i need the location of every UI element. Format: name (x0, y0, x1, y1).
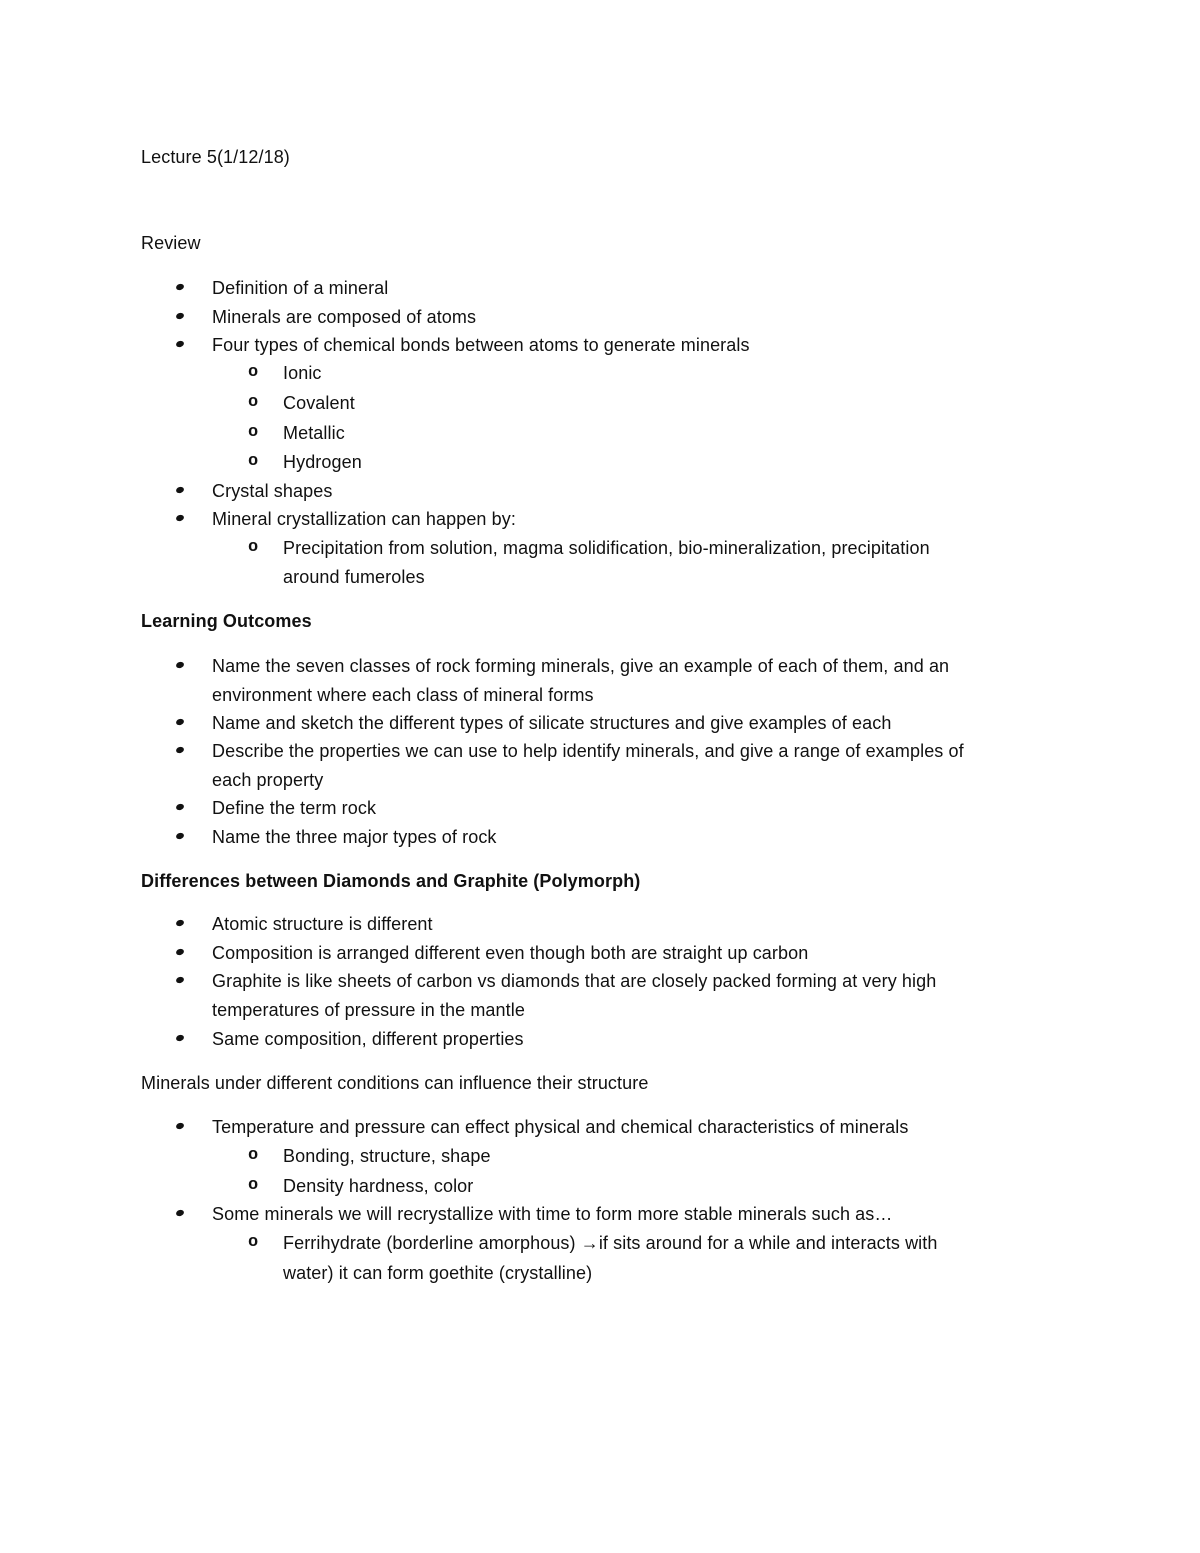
bullet-icon (175, 718, 184, 726)
difference-item: Graphite is like sheets of carbon vs diamonds that are closely packed forming at very high (212, 971, 937, 991)
bullet-icon (175, 514, 184, 522)
bullet-icon (175, 312, 184, 320)
outcome-item: Name the three major types of rock (212, 827, 497, 847)
sub-bullet-icon: o (248, 423, 259, 442)
lecture-title: Lecture 5(1/12/18) (141, 147, 290, 167)
sub-bullet-icon: o (248, 363, 259, 382)
bullet-icon (175, 1122, 184, 1130)
bullet-icon (175, 1209, 184, 1217)
sub-bullet-icon: o (248, 452, 259, 471)
conditions-heading: Minerals under different conditions can influence their structure (141, 1073, 649, 1093)
review-item: Definition of a mineral (212, 278, 389, 298)
outcome-item: Name the seven classes of rock forming minerals, give an example of each of them, and an (212, 656, 950, 676)
sub-bullet-icon: o (248, 1233, 259, 1252)
difference-item: Same composition, different properties (212, 1029, 524, 1049)
review-heading: Review (141, 233, 201, 253)
bullet-icon (175, 486, 184, 494)
bond-type-item: Hydrogen (283, 452, 362, 472)
outcome-item: Describe the properties we can use to help identify minerals, and give a range of examples of (212, 741, 964, 761)
bullet-icon (175, 803, 184, 811)
difference-item-continued: temperatures of pressure in the mantle (212, 1000, 525, 1020)
conditions-sub-item: Bonding, structure, shape (283, 1146, 491, 1166)
sub-bullet-icon: o (248, 1146, 259, 1165)
sub-bullet-icon: o (248, 538, 259, 557)
review-item: Mineral crystallization can happen by: (212, 509, 516, 529)
differences-heading: Differences between Diamonds and Graphite (Polymorph) (141, 871, 641, 891)
bond-type-item: Metallic (283, 423, 345, 443)
review-item: Minerals are composed of atoms (212, 307, 477, 327)
crystallization-sub-item: Precipitation from solution, magma solidification, bio-mineralization, precipitation (283, 538, 930, 558)
learning-outcomes-heading: Learning Outcomes (141, 611, 312, 631)
outcome-item-continued: each property (212, 770, 324, 790)
outcome-item-continued: environment where each class of mineral forms (212, 685, 594, 705)
crystallization-sub-item-continued: around fumeroles (283, 567, 425, 587)
recrystallize-sub-item-continued: water) it can form goethite (crystalline) (283, 1263, 593, 1283)
bullet-icon (175, 919, 184, 927)
bullet-icon (175, 976, 184, 984)
bullet-icon (175, 340, 184, 348)
conditions-sub-item: Density hardness, color (283, 1176, 474, 1196)
bond-type-item: Ionic (283, 363, 322, 383)
outcome-item: Name and sketch the different types of silicate structures and give examples of each (212, 713, 892, 733)
sub-bullet-icon: o (248, 1176, 259, 1195)
bond-type-item: Covalent (283, 393, 355, 413)
review-item: Crystal shapes (212, 481, 333, 501)
sub-bullet-icon: o (248, 393, 259, 412)
difference-item: Composition is arranged different even though both are straight up carbon (212, 943, 809, 963)
bullet-icon (175, 832, 184, 840)
review-item: Four types of chemical bonds between atoms to generate minerals (212, 335, 750, 355)
bullet-icon (175, 948, 184, 956)
bullet-icon (175, 283, 184, 291)
outcome-item: Define the term rock (212, 798, 377, 818)
bullet-icon (175, 746, 184, 754)
bullet-icon (175, 1034, 184, 1042)
bullet-icon (175, 661, 184, 669)
recrystallize-sub-item: Ferrihydrate (borderline amorphous) →if sits around for a while and interacts with (283, 1233, 938, 1253)
difference-item: Atomic structure is different (212, 914, 433, 934)
conditions-item: Temperature and pressure can effect physical and chemical characteristics of minerals (212, 1117, 909, 1137)
conditions-item: Some minerals we will recrystallize with time to form more stable minerals such as… (212, 1204, 893, 1224)
